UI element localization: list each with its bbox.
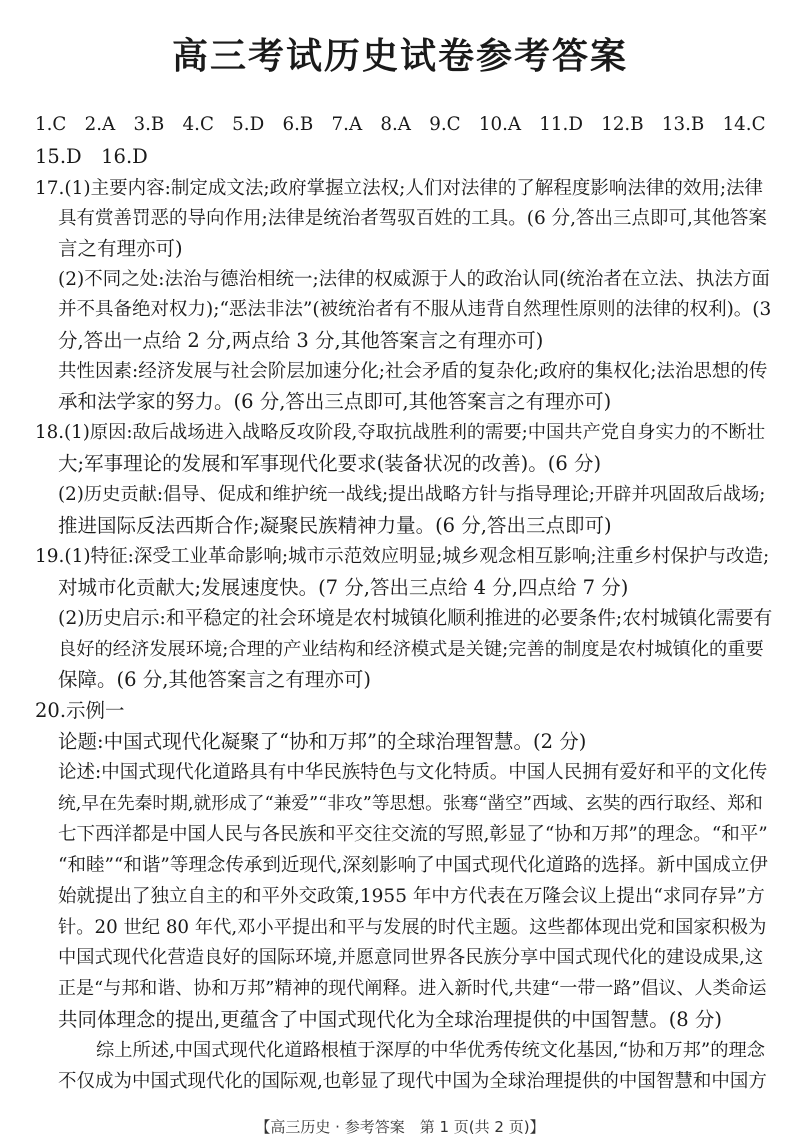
q19-line-1: 19.(1)特征:深受工业革命影响;城市示范效应明显;城乡观念相互影响;注重乡村保护与改造; bbox=[35, 546, 770, 567]
q18-line-2: 大;军事理论的发展和军事现代化要求(装备状况的改善)。(6 分) bbox=[58, 452, 602, 475]
q17-line-4: (2)不同之处:法治与德治相统一;法律的权威源于人的政治认同(统治者在立法、执法方面 bbox=[58, 269, 770, 290]
page-footer: 【高三历史 · 参考答案 第 1 页(共 2 页)】 bbox=[255, 1118, 545, 1136]
q20-summary-line-2: 不仅成为中国式现代化的国际观,也彰显了现代中国为全球治理提供的中国智慧和中国方 bbox=[58, 1071, 767, 1092]
q19-line-4: 良好的经济发展环境;合理的产业结构和经济模式是关键;完善的制度是农村城镇化的重要 bbox=[58, 639, 764, 660]
q18-line-3: (2)历史贡献:倡导、促成和维护统一战线;提出战略方针与指导理论;开辟并巩固敌后战场; bbox=[58, 484, 766, 505]
q19-line-3: (2)历史启示:和平稳定的社会环境是农村城镇化顺利推进的必要条件;农村城镇化需要有 bbox=[58, 608, 772, 629]
mc-answers-row-1: 1.C 2.A 3.B 4.C 5.D 6.B 7.A 8.A 9.C 10.A 11.D 12.B 13.B 14.C bbox=[35, 114, 766, 135]
q20-line-6: 始就提出了独立自主的和平外交政策,1955 年中方代表在万隆会议上提出“求同存异”方 bbox=[58, 886, 765, 907]
q17-line-3: 言之有理亦可) bbox=[58, 237, 183, 260]
q17-line-5: 并不具备绝对权力);“恶法非法”(被统治者有不服从违背自然理性原则的法律的权利)。(3 bbox=[58, 299, 772, 320]
q19-line-2: 对城市化贡献大;发展速度快。(7 分,答出三点给 4 分,四点给 7 分) bbox=[58, 576, 629, 599]
q20-line-8: 中国式现代化营造良好的国际环境,并愿意同世界各民族分享中国式现代化的建设成果,这 bbox=[58, 947, 764, 968]
mc-answers-row-2: 15.D 16.D bbox=[35, 145, 148, 168]
q18-line-1: 18.(1)原因:敌后战场进入战略反攻阶段,夺取抗战胜利的需要;中国共产党自身实力的不断壮 bbox=[35, 422, 765, 443]
q19-line-5: 保障。(6 分,其他答案言之有理亦可) bbox=[58, 668, 372, 691]
q20-heading: 20.示例一 bbox=[35, 699, 125, 722]
q20-line-4: 七下西洋都是中国人民与各民族和平交往交流的写照,彰显了“协和万邦”的理念。“和平” bbox=[58, 824, 768, 845]
q20-line-3: 统,早在先秦时期,就形成了“兼爱”“非攻”等思想。张骞“凿空”西域、玄奘的西行取经、郑和 bbox=[58, 794, 763, 814]
q20-line-1: 论题:中国式现代化凝聚了“协和万邦”的全球治理智慧。(2 分) bbox=[58, 730, 587, 753]
q17-line-6: 分,答出一点给 2 分,两点给 3 分,其他答案言之有理亦可) bbox=[58, 329, 544, 352]
q20-line-7: 针。20 世纪 80 年代,邓小平提出和平与发展的时代主题。这些都体现出党和国家积极为 bbox=[58, 917, 767, 938]
q20-line-5: “和睦”“和谐”等理念传承到近现代,深刻影响了中国式现代化道路的选择。新中国成立伊 bbox=[58, 855, 768, 876]
q17-line-8: 承和法学家的努力。(6 分,答出三点即可,其他答案言之有理亦可) bbox=[58, 390, 612, 413]
q20-summary-line-1: 综上所述,中国式现代化道路根植于深厚的中华优秀传统文化基因,“协和万邦”的理念 bbox=[96, 1040, 766, 1061]
q17-line-7: 共性因素:经济发展与社会阶层加速分化;社会矛盾的复杂化;政府的集权化;法治思想的传 bbox=[58, 361, 768, 382]
page-title: 高三考试历史试卷参考答案 bbox=[171, 36, 628, 77]
q20-line-2: 论述:中国式现代化道路具有中华民族特色与文化特质。中国人民拥有爱好和平的文化传 bbox=[58, 762, 768, 783]
q20-line-9: 正是“与邦和谐、协和万邦”精神的现代阐释。进入新时代,共建“一带一路”倡议、人类命运 bbox=[58, 978, 767, 999]
q17-line-2: 具有赏善罚恶的导向作用;法律是统治者驾驭百姓的工具。(6 分,答出三点即可,其他答案 bbox=[58, 208, 767, 229]
q18-line-4: 推进国际反法西斯合作;凝聚民族精神力量。(6 分,答出三点即可) bbox=[58, 514, 612, 537]
q17-line-1: 17.(1)主要内容:制定成文法;政府掌握立法权;人们对法律的了解程度影响法律的效用;法律 bbox=[35, 178, 764, 199]
q20-line-10: 共同体理念的提出,更蕴含了中国式现代化为全球治理提供的中国智慧。(8 分) bbox=[58, 1008, 723, 1031]
